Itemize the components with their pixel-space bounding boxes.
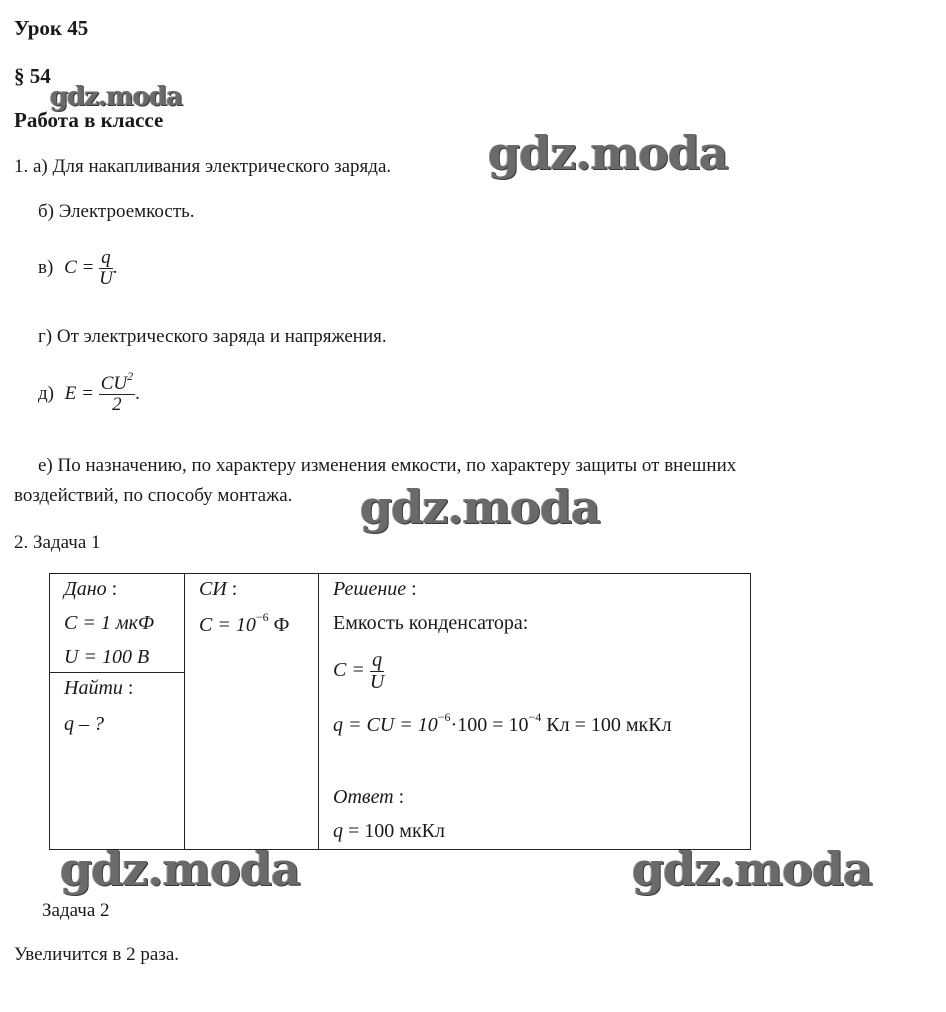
answer-1b: б) Электроемкость.	[38, 201, 195, 222]
formula-lhs: C =	[64, 256, 95, 278]
given-capacitance: C = 1 мкФ	[64, 612, 155, 634]
answer-1v: в) C = $\frac{q}{U}$ .	[38, 247, 118, 289]
answer-1e-line1: е) По назначению, по характеру изменения емкости, по характеру защиты от внешних	[38, 455, 737, 476]
answer-1d: д) E = $\frac{CU^2}{2}$ .	[38, 369, 140, 415]
solution-calculation: q = CU = $10^{-6}\cdot 100 = 10^{-4}$ Кл = 100 мкКл	[333, 710, 672, 736]
task-1-title: 2. Задача 1	[14, 532, 101, 553]
fraction-denominator: U	[99, 267, 113, 289]
solution-formula: C = $\frac{q}{U}$	[333, 649, 385, 693]
si-cell	[185, 574, 319, 850]
answer-1g: г) От электрического заряда и напряжения.	[38, 326, 387, 347]
si-label: СИ :	[199, 578, 238, 600]
exponent: 2	[127, 369, 134, 383]
watermark-logo: gdz.moda	[50, 82, 183, 112]
given-cell	[50, 574, 185, 673]
find-cell	[50, 673, 185, 850]
item-label: д)	[38, 382, 54, 404]
fraction-numerator: $CU^2$	[100, 369, 134, 394]
solution-text: Емкость конденсатора:	[333, 612, 529, 634]
formula-fraction	[99, 248, 113, 289]
find-label: Найти :	[64, 677, 134, 699]
formula-fraction	[99, 369, 135, 415]
given-label: Дано :	[64, 578, 118, 600]
paragraph-number: § 54	[14, 64, 51, 88]
given-voltage: U = 100 В	[64, 646, 150, 668]
watermark-logo: gdz.moda	[488, 126, 728, 180]
formula-lhs: E =	[64, 382, 94, 404]
answer-value: q = 100 мкКл	[333, 820, 445, 842]
fraction-numerator: q	[99, 248, 113, 269]
watermark-logo: gdz.moda	[360, 480, 600, 534]
si-value: $C = 10^{-6}$ Ф	[199, 610, 290, 636]
watermark-logo: gdz.moda	[632, 842, 872, 896]
answer-1a: 1. а) Для накапливания электрического заряда.	[14, 156, 392, 177]
task-2-answer: Увеличится в 2 раза.	[14, 944, 180, 965]
solution-label: Решение :	[333, 578, 417, 600]
section-title: Работа в классе	[14, 108, 164, 132]
solution-table	[49, 573, 751, 850]
answer-label: Ответ :	[333, 786, 405, 808]
lesson-title: Урок 45	[14, 16, 89, 40]
fraction-denominator: 2	[112, 393, 122, 415]
find-value: q – ?	[64, 713, 104, 735]
item-label: в)	[38, 256, 54, 278]
answer-1e-line2: воздействий, по способу монтажа.	[14, 485, 293, 506]
watermark-logo: gdz.moda	[60, 842, 300, 896]
task-2-title: Задача 2	[42, 900, 110, 921]
solution-cell	[319, 574, 751, 850]
